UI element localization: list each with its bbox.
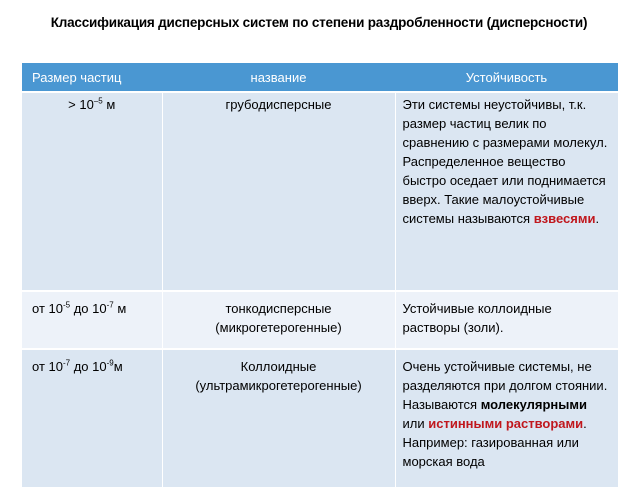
particle-size-cell: > $10^{-5}$ м	[22, 92, 162, 291]
header-name: название	[162, 63, 395, 92]
table-row	[22, 92, 618, 291]
stability-cell: Эти системы неустойчивы, т.к. размер частиц велик по сравнению с размерами молекул. Распределенное вещество быстро оседает или поднимается вверх. Такие малоустойчивые системы называются взвесями.	[395, 92, 618, 291]
header-stability: Устойчивость	[395, 63, 618, 92]
term-suspensions: взвесями	[533, 211, 596, 226]
stability-cell: Устойчивые коллоидные растворы (золи).	[395, 291, 618, 349]
table-header-row	[22, 63, 618, 92]
table-row	[22, 349, 618, 487]
system-name-cell: Коллоидные (ультрамикрогетерогенные)	[162, 349, 395, 487]
stability-cell: Очень устойчивые системы, не разделяются при долгом стоянии. Называются молекулярными или истинными растворами. Например: газированная или морская вода	[395, 349, 618, 487]
slide-title: Классификация дисперсных систем по степени раздробленности (дисперсности)	[50, 15, 588, 30]
dispersion-classification-table	[22, 63, 618, 487]
term-molecular: молекулярными	[480, 397, 587, 412]
table-row	[22, 291, 618, 349]
header-particle-size: Размер частиц	[22, 63, 162, 92]
system-name-cell: тонкодисперсные (микрогетерогенные)	[162, 291, 395, 349]
particle-size-cell: от $10^{-7}$ до $10^{-9}м$	[22, 349, 162, 487]
system-name-cell: грубодисперсные	[162, 92, 395, 291]
particle-size-cell: от $10^{-5}$ до $10^{-7}$ м	[22, 291, 162, 349]
term-true-solutions: истинными растворами	[428, 416, 584, 431]
